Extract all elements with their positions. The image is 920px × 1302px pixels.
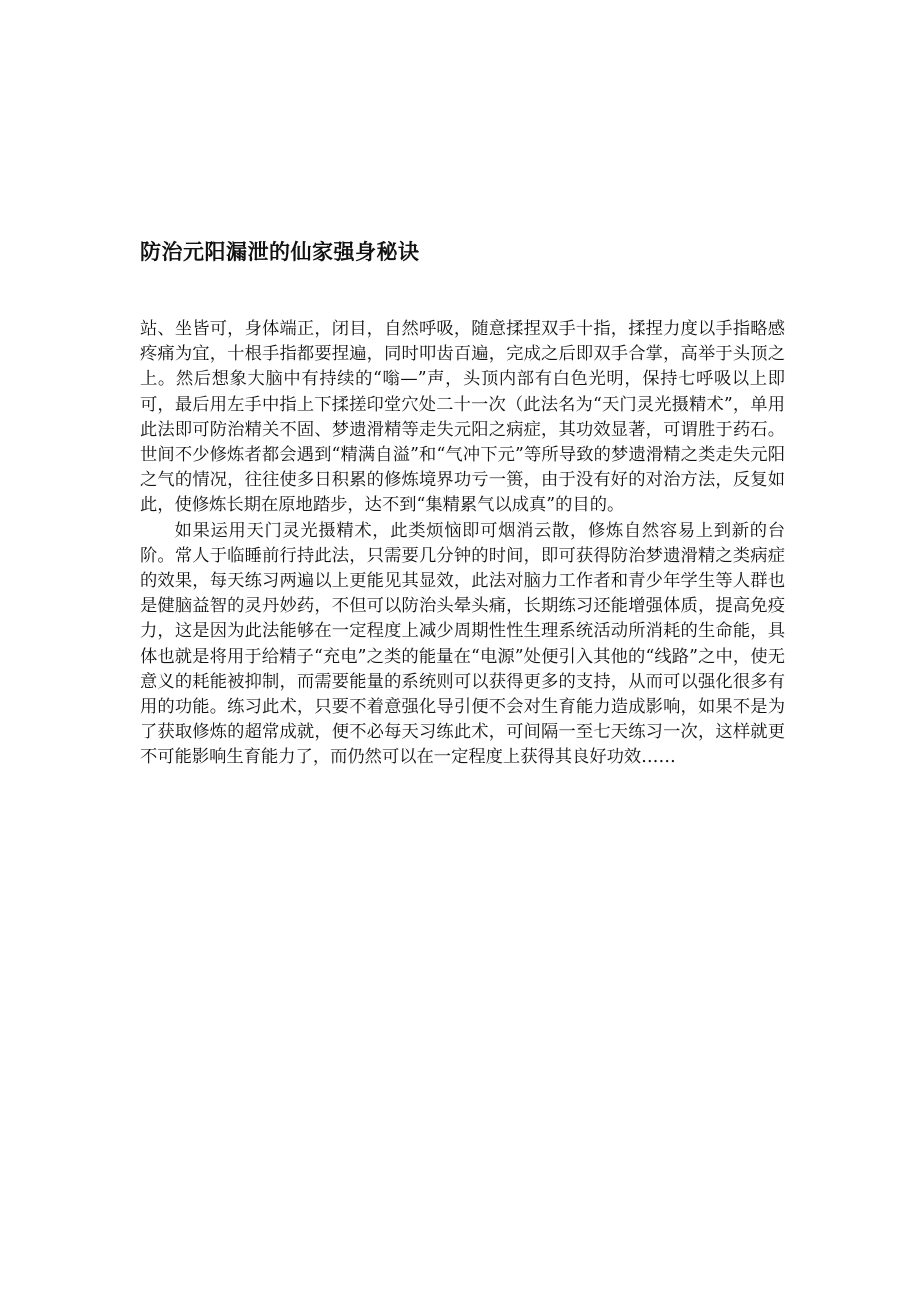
article-body [140, 317, 785, 771]
paragraph-2: 如果运用天门灵光摄精术，此类烦恼即可烟消云散，修炼自然容易上到新的台阶。常人于临睡前行持此法，只需要几分钟的时间，即可获得防治梦遗滑精之类病症的效果，每天练习两遍以上更能见其显效，此法对脑力工作者和青少年学生等人群也是健脑益智的灵丹妙药，不但可以防治头晕头痛，长期练习还能增强体质，提高免疫力，这是因为此法能够在一定程度上减少周期性性生理系统活动所消耗的生命能，具体也就是将用于给精子“充电”之类的能量在“电源”处便引入其他的“线路”之中，使无意义的耗能被抑制，而需要能量的系统则可以获得更多的支持，从而可以强化很多有用的功能。练习此术，只要不着意强化导引便不会对生育能力造成影响，如果不是为了获取修炼的超常成就，便不必每天习练此术，可间隔一至七天练习一次，这样就更不可能影响生育能力了，而仍然可以在一定程度上获得其良好功效…… [140, 520, 785, 768]
paragraph-1: 站、坐皆可，身体端正，闭目，自然呼吸，随意揉捏双手十指，揉捏力度以手指略感疼痛为宜，十根手指都要捏遍，同时叩齿百遍，完成之后即双手合掌，高举于头顶之上。然后想象大脑中有持续的“嗡—”声，头顶内部有白色光明，保持七呼吸以上即可，最后用左手中指上下揉搓印堂穴处二十一次（此法名为“天门灵光摄精术”，单用此法即可防治精关不固、梦遗滑精等走失元阳之病症，其功效显著，可谓胜于药石。世间不少修炼者都会遇到“精满自溢”和“气冲下元”等所导致的梦遗滑精之类走失元阳之气的情况，往往使多日积累的修炼境界功亏一篑，由于没有好的对治方法，反复如此，使修炼长期在原地踏步，达不到“集精累气以成真”的目的。 [140, 319, 785, 516]
page-title: 防治元阳漏泄的仙家强身秘诀 [140, 240, 420, 264]
